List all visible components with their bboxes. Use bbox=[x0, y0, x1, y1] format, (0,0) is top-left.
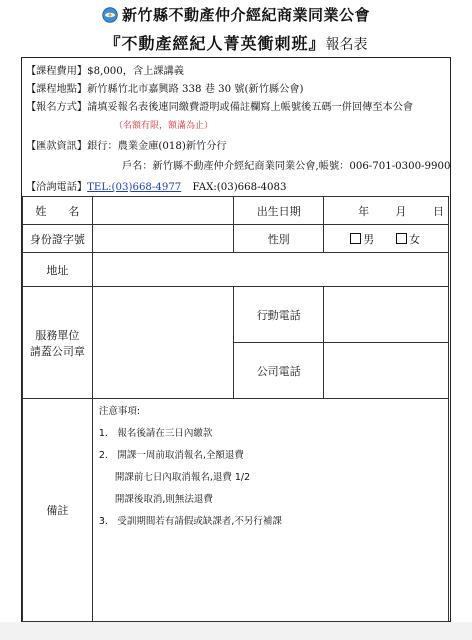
organization-title bbox=[0, 4, 472, 25]
method-row bbox=[26, 98, 413, 113]
bank-row bbox=[26, 137, 227, 152]
form-title bbox=[0, 31, 472, 54]
account-value: 戶名：新竹縣不動產仲介經紀商業同業公會,帳號：006-701-0300-9900 bbox=[122, 161, 451, 172]
mobile-label: 行動電話 bbox=[234, 287, 324, 343]
note-2a: 開課前七日內取消報名,退費 1/2 bbox=[114, 472, 251, 483]
id-input-cell[interactable] bbox=[92, 225, 234, 253]
fee-row bbox=[26, 62, 184, 77]
course-info-section bbox=[22, 58, 449, 196]
form-header bbox=[0, 4, 472, 54]
page-bottom-edge bbox=[0, 622, 472, 640]
registration-form bbox=[21, 57, 451, 622]
male-checkbox[interactable] bbox=[350, 233, 361, 244]
female-label: 女 bbox=[409, 232, 421, 246]
id-label: 身份證字號 bbox=[23, 225, 93, 253]
bank-value: 銀行：農業金庫(018)新竹分行 bbox=[87, 141, 227, 152]
year-label: 年 bbox=[358, 204, 370, 218]
notes-title: 注意事項: bbox=[98, 406, 141, 417]
form-title-suffix: 報名表 bbox=[325, 37, 368, 53]
month-label: 月 bbox=[395, 204, 407, 218]
female-option[interactable] bbox=[396, 231, 420, 247]
place-row bbox=[26, 80, 303, 95]
male-option[interactable] bbox=[350, 231, 374, 247]
notes-cell bbox=[92, 399, 448, 622]
company-label bbox=[23, 287, 93, 399]
name-input-cell[interactable] bbox=[92, 197, 234, 225]
remarks-label: 備註 bbox=[23, 399, 93, 622]
organization-name: 新竹縣不動產仲介經紀商業同業公會 bbox=[121, 6, 370, 24]
company-stamp-cell[interactable] bbox=[92, 287, 234, 399]
day-label: 日 bbox=[433, 204, 444, 218]
gender-label: 性別 bbox=[234, 225, 324, 253]
gender-options bbox=[324, 225, 449, 253]
company-label-line1: 服務單位 bbox=[35, 328, 80, 342]
fee-value: $8,000，含上課講義 bbox=[87, 66, 184, 77]
name-label: 姓 名 bbox=[23, 197, 93, 225]
applicant-table bbox=[22, 196, 449, 622]
tel-link[interactable]: TEL:(03)668-4977 bbox=[87, 182, 182, 193]
remarks-row bbox=[23, 399, 449, 622]
place-label: 【課程地點】 bbox=[26, 84, 88, 95]
note-3: 3. 受訓期間若有請假或缺課者,不另行補課 bbox=[98, 516, 282, 527]
name-row bbox=[23, 197, 449, 225]
company-label-line2: 請蓋公司章 bbox=[29, 344, 85, 358]
note-2: 2. 開課一周前取消報名,全額退費 bbox=[98, 450, 244, 461]
address-row bbox=[23, 253, 449, 287]
birth-date-cell[interactable] bbox=[324, 197, 449, 225]
fee-label: 【課程費用】 bbox=[26, 66, 88, 77]
phone-row bbox=[26, 178, 286, 193]
phone-label: 【洽詢電話】 bbox=[26, 182, 88, 193]
mobile-row bbox=[23, 287, 449, 343]
company-phone-label: 公司電話 bbox=[234, 343, 324, 399]
birth-label: 出生日期 bbox=[234, 197, 324, 225]
note-2b: 開課後取消,則無法退費 bbox=[114, 494, 213, 505]
fax-number: FAX:(03)668-4083 bbox=[192, 182, 287, 193]
association-logo-icon bbox=[102, 7, 118, 23]
address-input-cell[interactable] bbox=[92, 253, 448, 287]
company-phone-input-cell[interactable] bbox=[324, 343, 449, 399]
id-row bbox=[23, 225, 449, 253]
bank-label: 【匯款資訊】 bbox=[26, 141, 88, 152]
course-title: 『不動產經紀人菁英衝刺班』 bbox=[104, 34, 326, 53]
quota-note: （名額有限，額滿為止） bbox=[114, 121, 214, 131]
male-label: 男 bbox=[363, 232, 375, 246]
mobile-input-cell[interactable] bbox=[324, 287, 449, 343]
note-1: 1. 報名後請在三日內繳款 bbox=[98, 428, 213, 439]
method-value: 請填妥報名表後連同繳費證明或備註欄寫上帳號後五碼一併回傳至本公會 bbox=[87, 102, 414, 113]
address-label: 地址 bbox=[23, 253, 93, 287]
female-checkbox[interactable] bbox=[396, 233, 407, 244]
place-value: 新竹縣竹北市嘉興路 338 巷 30 號(新竹縣公會) bbox=[87, 84, 304, 95]
method-label: 【報名方式】 bbox=[26, 102, 88, 113]
